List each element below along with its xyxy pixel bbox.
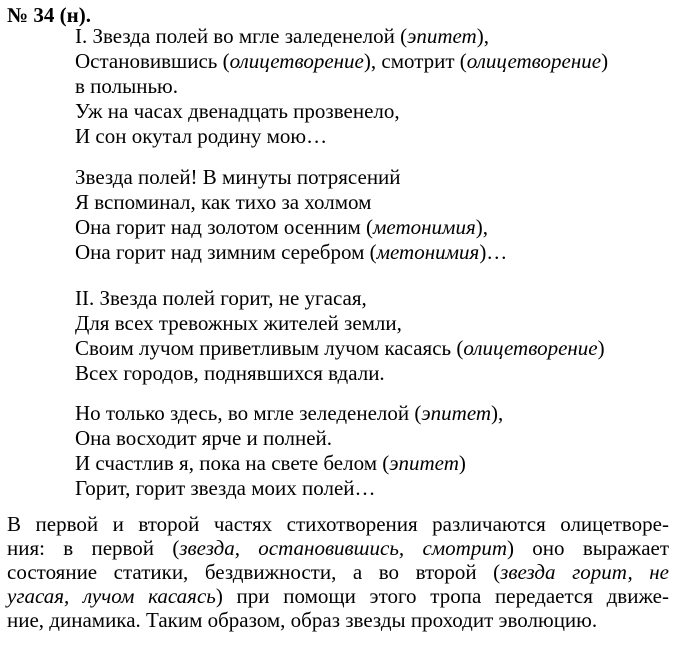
poem-line: Всех городов, поднявшихся вдали.: [75, 361, 385, 385]
poem-line: в полынью.: [75, 74, 178, 98]
trope-label: эпитет: [407, 24, 477, 48]
trope-label: эпитет: [421, 401, 492, 425]
commentary-paragraph: [7, 512, 669, 632]
poem-line: I. Звезда полей во мгле заледенелой (эпитет),: [75, 24, 489, 48]
example-quote: угасая, лучом касаясь: [7, 584, 216, 608]
poem-line: Для всех тревожных жителей земли,: [75, 311, 402, 335]
poem-line: Она горит над золотом осенним (метонимия),: [75, 215, 488, 239]
stanza-3: [75, 286, 605, 386]
trope-label: эпитет: [389, 451, 459, 475]
example-quote: звезда, остановившись, смотрит: [179, 536, 508, 560]
poem-line: Звезда полей! В минуты потрясений: [75, 165, 401, 189]
example-quote: звезда горит, не: [500, 560, 670, 584]
poem-line: И счастлив я, пока на свете белом (эпитет): [75, 451, 466, 475]
commentary-line: ние, динамика. Таким образом, образ звезды проходит эволюцию.: [7, 608, 598, 632]
poem-line: Своим лучом приветливым лучом касаясь (олицетворение): [75, 336, 605, 360]
trope-label: олицетворение: [466, 49, 602, 73]
poem-line: II. Звезда полей горит, не угасая,: [75, 286, 367, 310]
stanza-1: [75, 24, 608, 149]
trope-label: метонимия: [373, 215, 476, 239]
trope-label: метонимия: [376, 240, 480, 264]
poem-line: Остановившись (олицетворение), смотрит (олицетворение): [75, 49, 609, 73]
stanza-2: [75, 165, 507, 265]
stanza-4: [75, 401, 503, 501]
commentary-line: состояние статики, бездвижности, а во второй (звезда горит, не: [7, 560, 670, 584]
commentary-line: угасая, лучом касаясь) при помощи этого тропа передается движе-: [7, 584, 669, 608]
poem-line: Но только здесь, во мгле зеледенелой (эпитет),: [75, 401, 504, 425]
poem-line: Уж на часах двенадцать прозвенело,: [75, 99, 400, 123]
poem-line: Я вспоминал, как тихо за холмом: [75, 190, 372, 214]
poem-line: Она восходит ярче и полней.: [75, 426, 333, 450]
poem-line: Она горит над зимним серебром (метонимия)…: [75, 240, 508, 264]
trope-label: олицетворение: [229, 49, 364, 73]
commentary-line: В первой и второй частях стихотворения различаются олицетворе-: [7, 512, 669, 536]
poem-line: И сон окутал родину мою…: [75, 124, 328, 148]
commentary-line: ния: в первой (звезда, остановившись, смотрит) оно выражает: [7, 536, 670, 560]
task-number: № 34 (н).: [7, 3, 91, 27]
poem-line: Горит, горит звезда моих полей…: [75, 476, 376, 500]
trope-label: олицетворение: [463, 336, 598, 360]
